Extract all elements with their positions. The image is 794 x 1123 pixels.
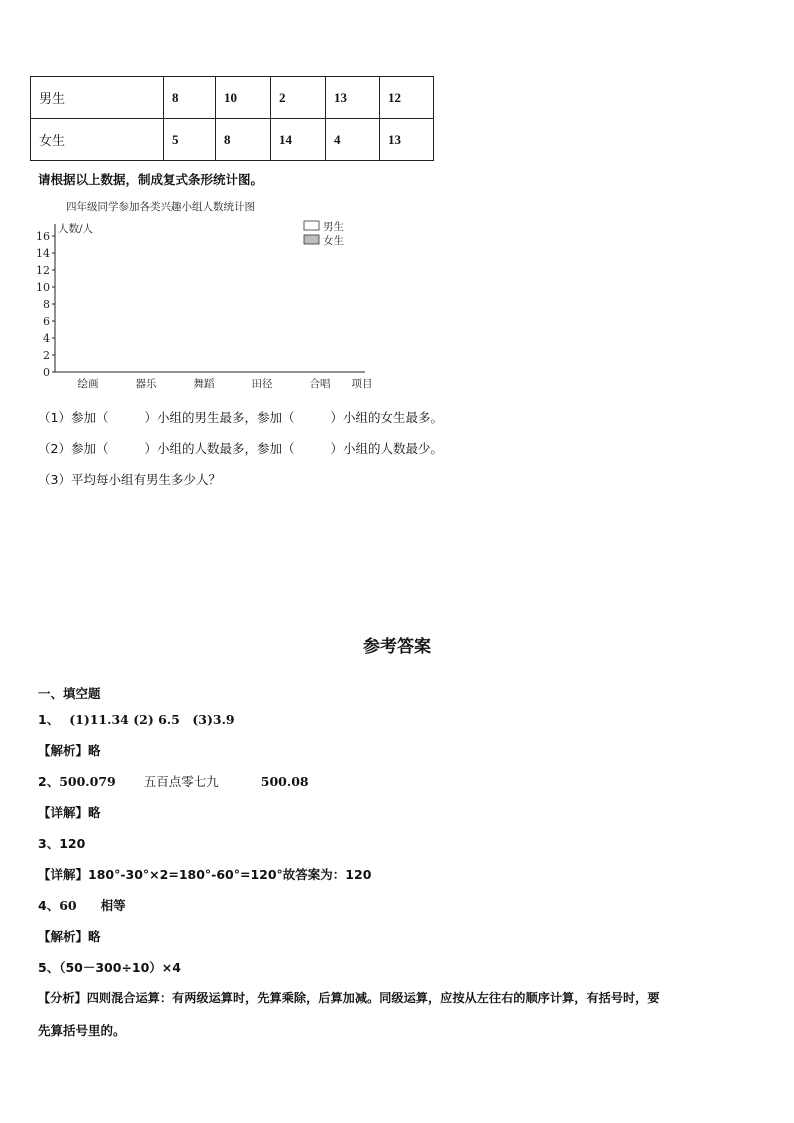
table-cell: 10 bbox=[216, 77, 271, 119]
table-cell: 13 bbox=[326, 77, 380, 119]
question-3: （3）平均每小组有男生多少人？ bbox=[38, 472, 221, 487]
table-cell: 8 bbox=[164, 77, 216, 119]
q2-suffix: ）小组的人数最少。 bbox=[330, 441, 443, 456]
data-table bbox=[30, 76, 434, 161]
table-cell: 8 bbox=[216, 119, 271, 161]
q2-prefix: （2）参加（ bbox=[38, 441, 109, 456]
legend-swatch bbox=[304, 235, 319, 244]
legend-label: 女生 bbox=[323, 235, 344, 247]
table-cell: 5 bbox=[164, 119, 216, 161]
answer-value: 相等 bbox=[100, 898, 126, 913]
y-tick-label: 16 bbox=[36, 230, 50, 243]
question-1 bbox=[38, 408, 443, 426]
answer-5-note-line2: 先算括号里的。 bbox=[38, 1023, 126, 1038]
answer-1-note: 【解析】略 bbox=[38, 743, 101, 758]
instruction-text: 请根据以上数据，制成复式条形统计图。 bbox=[38, 172, 264, 187]
x-axis-label: 项目 bbox=[351, 378, 373, 390]
legend-swatch bbox=[304, 221, 319, 230]
row-label: 女生 bbox=[31, 119, 164, 161]
question-2 bbox=[38, 439, 443, 457]
q1-mid: ）小组的男生最多，参加（ bbox=[144, 410, 295, 425]
answer-number: 2、 bbox=[38, 774, 60, 789]
answer-value: 五百点零七九 bbox=[143, 774, 219, 789]
q1-prefix: （1）参加（ bbox=[38, 410, 109, 425]
y-tick-label: 10 bbox=[36, 281, 50, 294]
answer-4-note: 【解析】略 bbox=[38, 929, 101, 944]
section-title: 一、填空题 bbox=[38, 686, 101, 701]
y-tick-label: 12 bbox=[36, 264, 50, 277]
table-cell: 4 bbox=[326, 119, 380, 161]
y-tick-label: 8 bbox=[43, 298, 50, 311]
answer-1 bbox=[38, 710, 235, 728]
answer-3-note: 【详解】180°-30°×2=180°-60°=120°故答案为：120 bbox=[38, 867, 372, 882]
legend-label: 男生 bbox=[323, 221, 344, 233]
bar-chart bbox=[30, 196, 390, 396]
row-label: 男生 bbox=[31, 77, 164, 119]
answer-number: 4、 bbox=[38, 898, 60, 913]
answer-value: 500.079 bbox=[59, 774, 116, 789]
answers-heading: 参考答案 bbox=[363, 637, 431, 657]
table-cell: 13 bbox=[380, 119, 434, 161]
answer-2-note: 【详解】略 bbox=[38, 805, 101, 820]
y-tick-label: 2 bbox=[43, 349, 50, 362]
q2-mid: ）小组的人数最多，参加（ bbox=[144, 441, 295, 456]
table-cell: 14 bbox=[271, 119, 326, 161]
answer-number: 1、 bbox=[38, 712, 60, 727]
answer-4 bbox=[38, 896, 126, 914]
x-tick-label: 绘画 bbox=[77, 378, 99, 390]
answer-5-note-line1: 【分析】四则混合运算：有两级运算时，先算乘除，后算加减。同级运算，应按从左往右的顺序计算，有括号时，要 bbox=[38, 991, 660, 1005]
y-axis-label: 人数/人 bbox=[58, 223, 94, 235]
y-tick-label: 4 bbox=[43, 332, 50, 345]
y-tick-label: 6 bbox=[43, 315, 50, 328]
table-cell: 12 bbox=[380, 77, 434, 119]
answer-value: 60 bbox=[59, 898, 77, 913]
chart-title: 四年级同学参加各类兴趣小组人数统计图 bbox=[66, 201, 255, 213]
answer-5: 5、（50－300÷10）×4 bbox=[38, 960, 181, 975]
x-tick-label: 舞蹈 bbox=[193, 378, 215, 390]
answer-value: (1)11.34 (2) 6.5 (3)3.9 bbox=[69, 712, 235, 727]
table-row bbox=[31, 119, 434, 161]
y-tick-label: 0 bbox=[43, 366, 50, 379]
table-row bbox=[31, 77, 434, 119]
answer-value: 500.08 bbox=[260, 774, 309, 789]
x-tick-label: 合唱 bbox=[309, 378, 331, 390]
x-tick-label: 器乐 bbox=[135, 378, 157, 390]
x-tick-label: 田径 bbox=[251, 378, 273, 390]
table-cell: 2 bbox=[271, 77, 326, 119]
y-tick-label: 14 bbox=[36, 247, 50, 260]
answer-3: 3、120 bbox=[38, 836, 86, 851]
q1-suffix: ）小组的女生最多。 bbox=[330, 410, 443, 425]
answer-2 bbox=[38, 772, 309, 790]
